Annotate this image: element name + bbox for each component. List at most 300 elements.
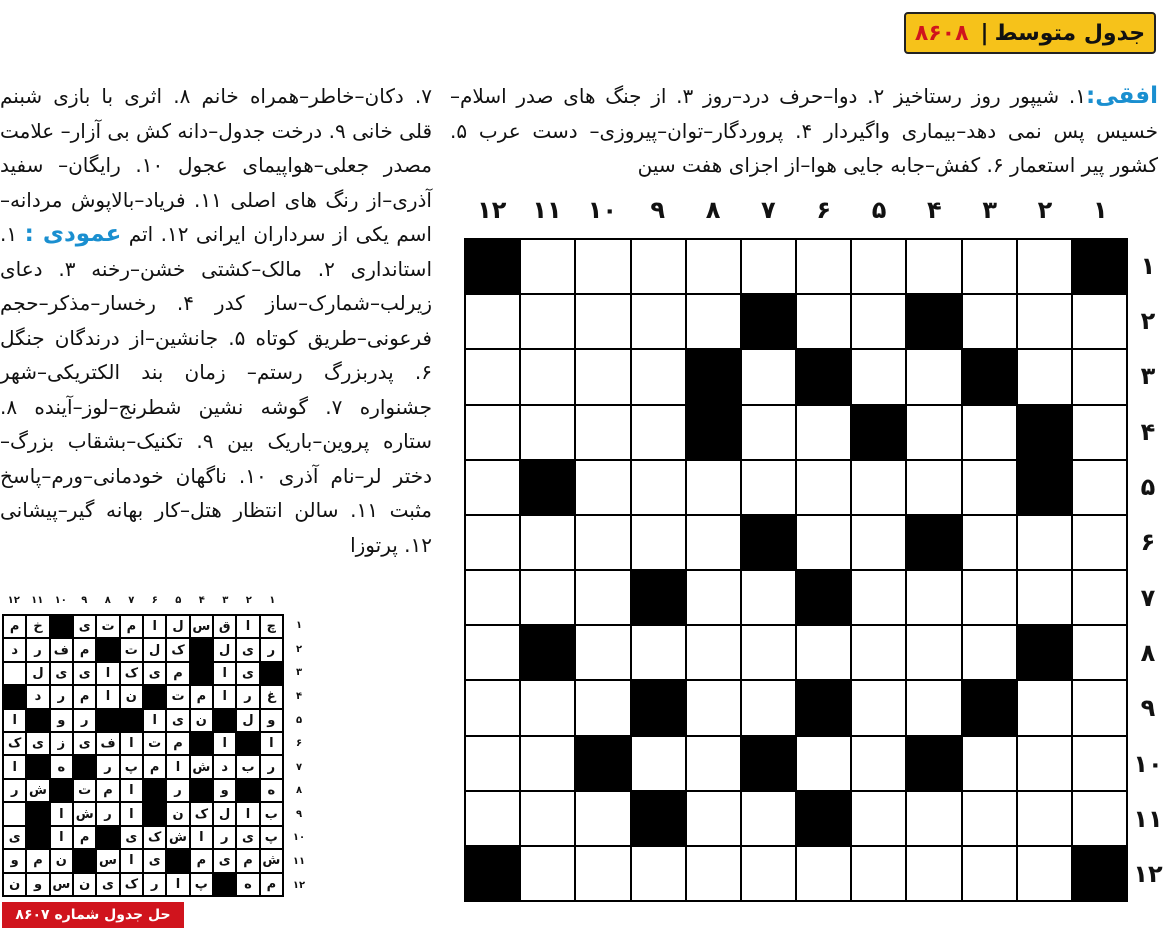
solution-letter-cell: ر bbox=[96, 755, 119, 778]
empty-cell[interactable] bbox=[575, 846, 630, 901]
empty-cell[interactable] bbox=[1072, 625, 1127, 680]
empty-cell[interactable] bbox=[1017, 791, 1072, 846]
empty-cell[interactable] bbox=[686, 294, 741, 349]
solution-letter-cell: ل bbox=[166, 615, 189, 638]
solution-letter-cell: ر bbox=[260, 755, 283, 778]
solution-letter-cell: ب bbox=[260, 802, 283, 825]
solution-black-cell bbox=[190, 779, 213, 802]
solution-letter-cell: ک bbox=[120, 662, 143, 685]
grid-row-numbers bbox=[1130, 238, 1166, 902]
solution-letter-cell: ک bbox=[190, 802, 213, 825]
solution-letter-cell: ر bbox=[260, 638, 283, 661]
empty-cell[interactable] bbox=[575, 294, 630, 349]
solution-letter-cell: ا bbox=[213, 732, 236, 755]
empty-cell[interactable] bbox=[851, 625, 906, 680]
solution-letter-cell: ل bbox=[213, 802, 236, 825]
row-number: ۹ bbox=[1140, 694, 1156, 723]
solution-letter-cell: ن bbox=[3, 873, 26, 896]
empty-cell[interactable] bbox=[465, 405, 520, 460]
solution-letter-cell: ا bbox=[236, 802, 259, 825]
empty-cell[interactable] bbox=[851, 239, 906, 294]
solution-letter-cell: م bbox=[120, 615, 143, 638]
solution-letter-cell: ل bbox=[236, 709, 259, 732]
solution-letter-cell: ف bbox=[96, 732, 119, 755]
empty-cell[interactable] bbox=[1017, 680, 1072, 735]
empty-cell[interactable] bbox=[465, 791, 520, 846]
solution-grid bbox=[2, 614, 284, 897]
solution-letter-cell: ی bbox=[120, 826, 143, 849]
empty-cell[interactable] bbox=[906, 460, 961, 515]
solution-black-cell bbox=[213, 709, 236, 732]
solution-row-number: ۷ bbox=[295, 761, 303, 773]
solution-letter-cell: ه bbox=[236, 873, 259, 896]
empty-cell[interactable] bbox=[796, 294, 851, 349]
solution-letter-cell: س bbox=[96, 849, 119, 872]
left-clues-block bbox=[0, 79, 432, 562]
empty-cell[interactable] bbox=[520, 515, 575, 570]
empty-cell[interactable] bbox=[741, 349, 796, 404]
solution-letter-cell: ت bbox=[96, 615, 119, 638]
empty-cell[interactable] bbox=[962, 625, 1017, 680]
empty-cell[interactable] bbox=[1017, 239, 1072, 294]
empty-cell[interactable] bbox=[520, 680, 575, 735]
empty-cell[interactable] bbox=[851, 349, 906, 404]
solution-column-number: ۵ bbox=[175, 595, 182, 606]
empty-cell[interactable] bbox=[465, 570, 520, 625]
solution-letter-cell: ی bbox=[50, 662, 73, 685]
empty-cell[interactable] bbox=[962, 736, 1017, 791]
solution-letter-cell: ک bbox=[120, 873, 143, 896]
empty-cell[interactable] bbox=[575, 625, 630, 680]
solution-letter-cell: ا bbox=[213, 685, 236, 708]
solution-letter-cell: ر bbox=[50, 685, 73, 708]
column-number: ۲ bbox=[1037, 196, 1053, 224]
solution-letter-cell: ا bbox=[3, 755, 26, 778]
row-number: ۱۲ bbox=[1133, 860, 1163, 889]
row-number: ۲ bbox=[1140, 306, 1156, 335]
solution-letter-cell: و bbox=[26, 873, 49, 896]
black-cell bbox=[631, 680, 686, 735]
empty-cell[interactable] bbox=[575, 460, 630, 515]
empty-cell[interactable] bbox=[906, 791, 961, 846]
solution-letter-cell: ن bbox=[50, 849, 73, 872]
empty-cell[interactable] bbox=[631, 515, 686, 570]
puzzle-title: جدول متوسط bbox=[994, 20, 1146, 46]
solution-black-cell bbox=[190, 662, 213, 685]
empty-cell[interactable] bbox=[1072, 570, 1127, 625]
black-cell bbox=[741, 736, 796, 791]
solution-row-number: ۱ bbox=[295, 620, 303, 632]
solution-letter-cell: ا bbox=[50, 826, 73, 849]
solution-row-number: ۶ bbox=[295, 738, 303, 750]
empty-cell[interactable] bbox=[520, 239, 575, 294]
empty-cell[interactable] bbox=[962, 405, 1017, 460]
empty-cell[interactable] bbox=[1017, 736, 1072, 791]
solution-row-number: ۹ bbox=[295, 808, 303, 820]
black-cell bbox=[741, 294, 796, 349]
empty-cell[interactable] bbox=[575, 791, 630, 846]
empty-cell[interactable] bbox=[741, 460, 796, 515]
horizontal-clues-text: ۱. شیپور روز رستاخیز ۲. دوا–حرف درد–روز ۳. از جنگ های صدر اسلام–خسیس پس نمی دهد–بیماری واگیردار ۴. پروردگار–توان–پیروزی– دست عرب ۵. کشور پیر استعمار ۶. کفش–جابه جایی هوا–از اجزای هفت سین bbox=[450, 84, 1159, 177]
black-cell bbox=[520, 625, 575, 680]
crossword-grid bbox=[464, 238, 1128, 902]
solution-letter-cell: ا bbox=[50, 802, 73, 825]
solution-letter-cell: چ bbox=[260, 615, 283, 638]
empty-cell[interactable] bbox=[962, 791, 1017, 846]
empty-cell[interactable] bbox=[1017, 349, 1072, 404]
solution-letter-cell: د bbox=[213, 755, 236, 778]
empty-cell[interactable] bbox=[631, 736, 686, 791]
solution-letter-cell: ت bbox=[143, 732, 166, 755]
solution-letter-cell: ا bbox=[96, 662, 119, 685]
column-number: ۹ bbox=[650, 196, 666, 224]
solution-row-number: ۱۲ bbox=[292, 879, 306, 891]
solution-black-cell bbox=[260, 662, 283, 685]
solution-letter-cell: ه bbox=[260, 779, 283, 802]
horizontal-header: افقی: bbox=[1086, 83, 1158, 109]
solution-letter-cell: ل bbox=[26, 662, 49, 685]
solution-letter-cell: ا bbox=[120, 732, 143, 755]
solution-letter-cell: ر bbox=[236, 685, 259, 708]
empty-cell[interactable] bbox=[1017, 570, 1072, 625]
empty-cell[interactable] bbox=[686, 846, 741, 901]
solution-letter-cell: ا bbox=[120, 849, 143, 872]
column-number: ۱ bbox=[1093, 196, 1108, 224]
solution-letter-cell: ا bbox=[120, 802, 143, 825]
black-cell bbox=[1017, 460, 1072, 515]
vertical-clues-text: ۱. استانداری ۲. مالک–کشتی خشن–رخنه ۳. دعای زیرلب–شمارک–ساز کدر ۴. رخسار–مذکر–حجم فرعونی–طریق کوتاه ۵. جانشین–از درندگان جنگل ۶. پدربزرگ رستم– زمان بند الکتریکی–شهر جشنواره ۷. گوشه نشین شطرنج–لوز–آینده ۸. ستاره پروین–باریک بین ۹. تکنیک–بشقاب بزرگ–دختر لر–نام آذری ۱۰. ناگهان خودمانی–ورم–پاسخ مثبت ۱۱. سالن انتظار هتل–کار بهانه گیر–پیشانی ۱۲. پرتوزا bbox=[0, 222, 432, 557]
empty-cell[interactable] bbox=[575, 349, 630, 404]
empty-cell[interactable] bbox=[851, 294, 906, 349]
empty-cell[interactable] bbox=[686, 625, 741, 680]
empty-cell[interactable] bbox=[796, 239, 851, 294]
empty-cell[interactable] bbox=[686, 680, 741, 735]
empty-cell[interactable] bbox=[520, 736, 575, 791]
empty-cell[interactable] bbox=[906, 349, 961, 404]
empty-cell[interactable] bbox=[962, 294, 1017, 349]
solution-letter-cell: ا bbox=[260, 732, 283, 755]
solution-black-cell bbox=[96, 638, 119, 661]
empty-cell[interactable] bbox=[686, 791, 741, 846]
empty-cell[interactable] bbox=[741, 570, 796, 625]
empty-cell[interactable] bbox=[631, 846, 686, 901]
empty-cell[interactable] bbox=[686, 239, 741, 294]
column-number: ۵ bbox=[871, 196, 887, 224]
empty-cell[interactable] bbox=[851, 570, 906, 625]
grid-column-numbers bbox=[464, 196, 1128, 230]
empty-cell[interactable] bbox=[465, 294, 520, 349]
empty-cell[interactable] bbox=[520, 846, 575, 901]
column-number: ۱۰ bbox=[587, 196, 618, 224]
empty-cell[interactable] bbox=[906, 680, 961, 735]
solution-row-numbers bbox=[288, 614, 310, 897]
row-number: ۴ bbox=[1140, 417, 1156, 446]
solution-letter-cell: ر bbox=[96, 802, 119, 825]
empty-cell[interactable] bbox=[575, 570, 630, 625]
black-cell bbox=[686, 349, 741, 404]
column-number: ۶ bbox=[816, 196, 832, 224]
black-cell bbox=[575, 736, 630, 791]
horizontal-clues-block bbox=[450, 79, 1158, 183]
empty-cell[interactable] bbox=[741, 239, 796, 294]
solution-letter-cell: ی bbox=[73, 662, 96, 685]
empty-cell[interactable] bbox=[1017, 294, 1072, 349]
row-number: ۶ bbox=[1140, 528, 1156, 557]
empty-cell[interactable] bbox=[796, 736, 851, 791]
solution-letter-cell: ک bbox=[3, 732, 26, 755]
empty-cell[interactable] bbox=[962, 570, 1017, 625]
solution-letter-cell: م bbox=[3, 615, 26, 638]
black-cell bbox=[741, 515, 796, 570]
empty-cell[interactable] bbox=[906, 625, 961, 680]
empty-cell[interactable] bbox=[1072, 515, 1127, 570]
black-cell bbox=[631, 570, 686, 625]
empty-cell[interactable] bbox=[796, 405, 851, 460]
empty-cell[interactable] bbox=[631, 294, 686, 349]
empty-cell[interactable] bbox=[520, 570, 575, 625]
title-separator: | bbox=[980, 20, 989, 46]
solution-letter-cell: پ bbox=[260, 826, 283, 849]
empty-cell[interactable] bbox=[520, 791, 575, 846]
column-number: ۸ bbox=[705, 196, 721, 224]
solution-letter-cell: ی bbox=[236, 638, 259, 661]
black-cell bbox=[1072, 239, 1127, 294]
solution-letter-cell: ی bbox=[236, 826, 259, 849]
solution-letter-cell: ی bbox=[26, 732, 49, 755]
empty-cell[interactable] bbox=[465, 460, 520, 515]
black-cell bbox=[796, 349, 851, 404]
empty-cell[interactable] bbox=[520, 405, 575, 460]
solution-row-number: ۲ bbox=[295, 643, 303, 655]
solution-row-number: ۱۰ bbox=[292, 832, 306, 844]
solution-letter-cell: ز bbox=[50, 732, 73, 755]
solution-letter-cell: ک bbox=[143, 826, 166, 849]
row-number: ۱۱ bbox=[1133, 804, 1163, 833]
solution-letter-cell: د bbox=[3, 638, 26, 661]
solution-black-cell bbox=[26, 802, 49, 825]
solution-letter-cell: ش bbox=[73, 802, 96, 825]
solution-letter-cell: ی bbox=[236, 662, 259, 685]
solution-black-cell bbox=[213, 873, 236, 896]
empty-cell[interactable] bbox=[465, 736, 520, 791]
empty-cell[interactable] bbox=[575, 405, 630, 460]
solution-letter-cell: م bbox=[143, 755, 166, 778]
solution-column-number: ۱۰ bbox=[54, 595, 67, 606]
column-number: ۱۱ bbox=[532, 196, 562, 224]
solution-letter-cell: پ bbox=[120, 755, 143, 778]
empty-cell[interactable] bbox=[1072, 349, 1127, 404]
solution-letter-cell: ی bbox=[73, 615, 96, 638]
solution-letter-cell: ا bbox=[143, 615, 166, 638]
solution-column-number: ۱۲ bbox=[7, 595, 20, 606]
empty-cell[interactable] bbox=[741, 405, 796, 460]
solution-letter-cell: م bbox=[166, 732, 189, 755]
empty-cell[interactable] bbox=[686, 515, 741, 570]
black-cell bbox=[465, 846, 520, 901]
column-number: ۷ bbox=[761, 196, 776, 224]
solution-letter-cell: ک bbox=[166, 638, 189, 661]
empty-cell[interactable] bbox=[575, 239, 630, 294]
solution-black-cell bbox=[96, 826, 119, 849]
solution-letter-cell: م bbox=[236, 849, 259, 872]
empty-cell[interactable] bbox=[796, 515, 851, 570]
empty-cell[interactable] bbox=[851, 791, 906, 846]
solution-letter-cell: ی bbox=[73, 732, 96, 755]
solution-letter-cell: ن bbox=[120, 685, 143, 708]
row-number: ۱ bbox=[1140, 251, 1156, 280]
solution-letter-cell: ر bbox=[73, 709, 96, 732]
solution-letter-cell: ا bbox=[3, 709, 26, 732]
solution-letter-cell: ی bbox=[143, 849, 166, 872]
empty-cell[interactable] bbox=[575, 680, 630, 735]
black-cell bbox=[686, 405, 741, 460]
solution-letter-cell: س bbox=[190, 615, 213, 638]
empty-cell[interactable] bbox=[851, 515, 906, 570]
solution-letter-cell: و bbox=[213, 779, 236, 802]
solution-letter-cell: م bbox=[73, 685, 96, 708]
solution-letter-cell: خ bbox=[26, 615, 49, 638]
solution-letter-cell: ش bbox=[190, 755, 213, 778]
empty-cell[interactable] bbox=[796, 846, 851, 901]
empty-cell[interactable] bbox=[741, 846, 796, 901]
solution-letter-cell: ش bbox=[166, 826, 189, 849]
solution-letter-cell: ش bbox=[260, 849, 283, 872]
solution-letter-cell: ی bbox=[143, 662, 166, 685]
black-cell bbox=[962, 680, 1017, 735]
solution-black-cell bbox=[143, 802, 166, 825]
solution-letter-cell bbox=[3, 802, 26, 825]
empty-cell[interactable] bbox=[631, 625, 686, 680]
solution-letter-cell: م bbox=[166, 662, 189, 685]
empty-cell[interactable] bbox=[796, 625, 851, 680]
solution-letter-cell: پ bbox=[190, 873, 213, 896]
solution-black-cell bbox=[73, 849, 96, 872]
empty-cell[interactable] bbox=[1072, 791, 1127, 846]
empty-cell[interactable] bbox=[741, 680, 796, 735]
empty-cell[interactable] bbox=[631, 460, 686, 515]
solution-column-number: ۴ bbox=[198, 595, 205, 606]
solution-black-cell bbox=[73, 755, 96, 778]
empty-cell[interactable] bbox=[851, 680, 906, 735]
empty-cell[interactable] bbox=[1072, 405, 1127, 460]
empty-cell[interactable] bbox=[962, 239, 1017, 294]
solution-letter-cell: ی bbox=[213, 849, 236, 872]
empty-cell[interactable] bbox=[851, 736, 906, 791]
solution-letter-cell: د bbox=[26, 685, 49, 708]
solution-black-cell bbox=[50, 779, 73, 802]
empty-cell[interactable] bbox=[1017, 846, 1072, 901]
solution-black-cell bbox=[26, 826, 49, 849]
solution-black-cell bbox=[143, 685, 166, 708]
solution-letter-cell: ا bbox=[143, 709, 166, 732]
puzzle-title-badge bbox=[904, 12, 1156, 54]
solution-column-number: ۲ bbox=[245, 595, 252, 606]
empty-cell[interactable] bbox=[741, 791, 796, 846]
empty-cell[interactable] bbox=[962, 846, 1017, 901]
empty-cell[interactable] bbox=[465, 625, 520, 680]
empty-cell[interactable] bbox=[631, 349, 686, 404]
black-cell bbox=[1017, 405, 1072, 460]
solution-column-number: ۹ bbox=[81, 595, 88, 606]
empty-cell[interactable] bbox=[686, 736, 741, 791]
empty-cell[interactable] bbox=[1072, 294, 1127, 349]
solution-black-cell bbox=[143, 779, 166, 802]
solution-letter-cell: ق bbox=[213, 615, 236, 638]
empty-cell[interactable] bbox=[631, 405, 686, 460]
black-cell bbox=[631, 791, 686, 846]
solution-letter-cell: و bbox=[260, 709, 283, 732]
empty-cell[interactable] bbox=[741, 625, 796, 680]
empty-cell[interactable] bbox=[1072, 680, 1127, 735]
solution-row-number: ۴ bbox=[295, 691, 303, 703]
solution-letter-cell: م bbox=[73, 638, 96, 661]
solution-letter-cell: و bbox=[3, 849, 26, 872]
solution-column-number: ۳ bbox=[222, 595, 229, 606]
empty-cell[interactable] bbox=[851, 460, 906, 515]
solution-letter-cell: م bbox=[190, 685, 213, 708]
row-number: ۱۰ bbox=[1133, 749, 1163, 778]
empty-cell[interactable] bbox=[465, 349, 520, 404]
solution-column-number: ۶ bbox=[151, 595, 158, 606]
empty-cell[interactable] bbox=[906, 239, 961, 294]
empty-cell[interactable] bbox=[906, 846, 961, 901]
solution-column-numbers bbox=[2, 595, 284, 611]
empty-cell[interactable] bbox=[962, 515, 1017, 570]
solution-letter-cell: ت bbox=[73, 779, 96, 802]
black-cell bbox=[1017, 625, 1072, 680]
empty-cell[interactable] bbox=[631, 239, 686, 294]
empty-cell[interactable] bbox=[1072, 736, 1127, 791]
horizontal-clues-continued: ۷. دکان–خاطر–همراه خانم ۸. اثری با بازی شبنم قلی خانی ۹. درخت جدول–دانه کش بی آزار– علامت مصدر جعلی–هواپیمای عجول ۱۰. رایگان– سفید آذری–از رنگ های اصلی ۱۱. فریاد–بالاپوش مردانه–اسم یکی از سرداران ایرانی ۱۲. اتم bbox=[0, 84, 433, 246]
solution-black-cell bbox=[26, 755, 49, 778]
solution-letter-cell: ن bbox=[190, 709, 213, 732]
puzzle-number: ۸۶۰۸ bbox=[914, 20, 969, 46]
solution-black-cell bbox=[26, 709, 49, 732]
solution-letter-cell: م bbox=[73, 826, 96, 849]
column-number: ۴ bbox=[927, 196, 942, 224]
black-cell bbox=[796, 680, 851, 735]
solution-black-cell bbox=[96, 709, 119, 732]
solution-letter-cell: ل bbox=[213, 638, 236, 661]
column-number: ۱۲ bbox=[477, 196, 507, 224]
empty-cell[interactable] bbox=[520, 294, 575, 349]
empty-cell[interactable] bbox=[686, 570, 741, 625]
empty-cell[interactable] bbox=[962, 460, 1017, 515]
empty-cell[interactable] bbox=[686, 460, 741, 515]
empty-cell[interactable] bbox=[465, 515, 520, 570]
solution-black-cell bbox=[120, 709, 143, 732]
empty-cell[interactable] bbox=[1072, 460, 1127, 515]
solution-letter-cell: ه bbox=[50, 755, 73, 778]
empty-cell[interactable] bbox=[520, 349, 575, 404]
solution-letter-cell: م bbox=[26, 849, 49, 872]
empty-cell[interactable] bbox=[1017, 515, 1072, 570]
empty-cell[interactable] bbox=[796, 460, 851, 515]
solution-letter-cell: ا bbox=[166, 755, 189, 778]
empty-cell[interactable] bbox=[851, 846, 906, 901]
solution-label: حل جدول شماره ۸۶۰۷ bbox=[2, 902, 184, 928]
empty-cell[interactable] bbox=[906, 570, 961, 625]
empty-cell[interactable] bbox=[465, 680, 520, 735]
solution-letter-cell: ف bbox=[50, 638, 73, 661]
solution-letter-cell: غ bbox=[260, 685, 283, 708]
empty-cell[interactable] bbox=[575, 515, 630, 570]
empty-cell[interactable] bbox=[906, 405, 961, 460]
solution-row-number: ۸ bbox=[295, 785, 303, 797]
solution-letter-cell: ا bbox=[166, 873, 189, 896]
solution-letter-cell: ش bbox=[26, 779, 49, 802]
row-number: ۸ bbox=[1140, 638, 1156, 667]
